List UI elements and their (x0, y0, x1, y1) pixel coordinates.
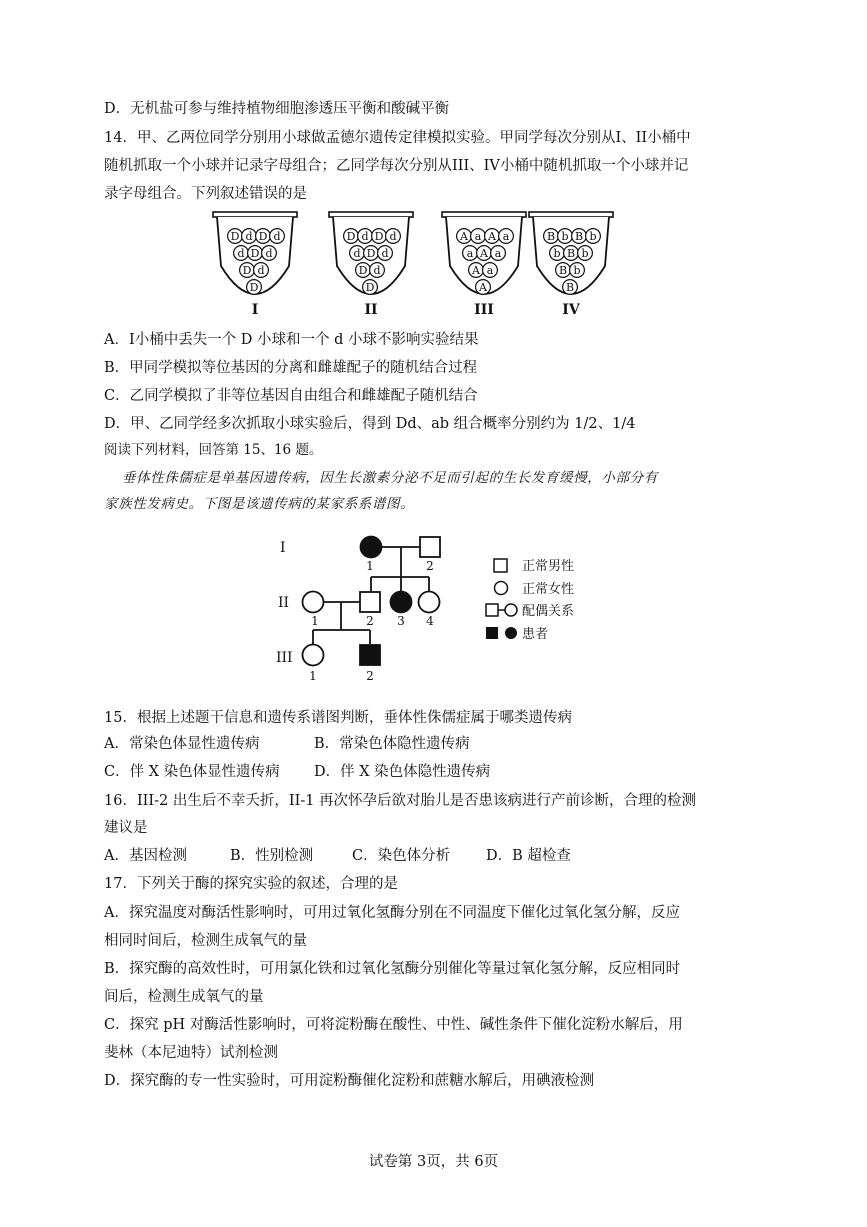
svg-text:b: b (581, 247, 589, 260)
ball (469, 263, 484, 278)
ball (558, 229, 573, 244)
ball (270, 229, 285, 244)
ball (240, 263, 255, 278)
ball (563, 280, 578, 295)
pedigree-number: 1 (311, 614, 319, 628)
ball (242, 229, 257, 244)
legend-female-circle (495, 582, 508, 595)
svg-text:a: a (486, 264, 494, 277)
svg-text:D: D (365, 281, 375, 294)
legend-normal-male: 正常男性 (522, 559, 575, 574)
ball (485, 229, 500, 244)
q16-option-d: D．B 超检查 (486, 848, 571, 864)
q15-options-row-1 (104, 734, 470, 754)
ball (386, 229, 401, 244)
legend-spouse-square (486, 604, 498, 616)
q16-stem-line-1: 16．III-2 出生后不幸夭折，II-1 再次怀孕后欲对胎儿是否患该病进行产前诊断，合理的检测 (104, 793, 697, 809)
q17-option-a-line-1: A．探究温度对酶活性影响时，可用过氧化氢酶分别在不同温度下催化过氧化氢分解，反应 (104, 905, 680, 921)
svg-text:b: b (561, 230, 569, 243)
bucket-3 (442, 212, 526, 318)
pedigree-number: 1 (366, 559, 374, 573)
ball (578, 246, 593, 261)
bucket-rim (529, 212, 613, 217)
ball (457, 229, 472, 244)
ball (228, 229, 243, 244)
ball (570, 263, 585, 278)
svg-text:d: d (237, 247, 245, 260)
pedigree-number: 2 (426, 559, 434, 573)
q17-option-c-line-1: C．探究 pH 对酶活性影响时，可将淀粉酶在酸性、中性、碱性条件下催化淀粉水解后，用 (104, 1017, 683, 1033)
bucket-rim (213, 212, 297, 217)
bucket-label: I (251, 302, 259, 318)
legend-spouse: 配偶关系 (522, 604, 575, 619)
svg-text:d: d (353, 247, 361, 260)
q14-option-a: A．I小桶中丢失一个 D 小球和一个 d 小球不影响实验结果 (104, 332, 479, 348)
q16-option-c: C．染色体分析 (352, 848, 451, 864)
ball (363, 280, 378, 295)
svg-text:A: A (488, 230, 496, 243)
svg-text:b: b (589, 230, 597, 243)
svg-text:D: D (358, 264, 368, 277)
ball (476, 280, 491, 295)
q15-stem: 15．根据上述题干信息和遗传系谱图判断，垂体性侏儒症属于哪类遗传病 (104, 710, 572, 726)
legend-normal-female: 正常女性 (522, 582, 575, 597)
svg-text:B: B (574, 230, 584, 243)
svg-text:a: a (466, 247, 474, 260)
q16-option-b: B．性别检测 (230, 848, 314, 864)
legend-spouse-circle (505, 604, 517, 616)
bucket-4 (529, 212, 613, 318)
svg-text:D: D (258, 230, 268, 243)
svg-text:B: B (558, 264, 568, 277)
q17-option-b-line-1: B．探究酶的高效性时，可用氯化铁和过氧化氢酶分别催化等量过氧化氢分解，反应相同时 (104, 961, 681, 977)
q17-option-c-line-2: 斐林（本尼迪特）试剂检测 (104, 1045, 278, 1061)
svg-text:d: d (389, 230, 397, 243)
svg-text:a: a (494, 247, 502, 260)
q15-option-a: A．常染色体显性遗传病 (104, 736, 260, 752)
q15-option-c: C．伴 X 染色体显性遗传病 (104, 764, 280, 780)
svg-text:d: d (265, 247, 273, 260)
pedigree-i2-normal-male (420, 537, 440, 557)
q16-options-row (104, 846, 571, 866)
ball (499, 229, 514, 244)
material-line-1: 垂体性侏儒症是单基因遗传病，因生长激素分泌不足而引起的生长发育缓慢，小部分有 (122, 470, 658, 486)
q15-options-row-2 (104, 762, 490, 782)
svg-text:d: d (245, 230, 253, 243)
ball (358, 229, 373, 244)
q13-option-d: D．无机盐可参与维持植物细胞渗透压平衡和酸碱平衡 (104, 101, 450, 117)
generation-label-i: I (280, 540, 286, 556)
q14-option-d: D．甲、乙同学经多次抓取小球实验后，得到 Dd、ab 组合概率分别约为 1/2、1/4 (104, 416, 636, 432)
svg-text:D: D (366, 247, 376, 260)
generation-label-iii: III (276, 650, 293, 666)
pedigree-number: 1 (309, 669, 317, 683)
svg-text:B: B (546, 230, 556, 243)
svg-text:d: d (361, 230, 369, 243)
generation-label-ii: II (278, 595, 290, 611)
ball (556, 263, 571, 278)
pedigree-number: 2 (366, 614, 374, 628)
bucket-diagram (0, 0, 867, 330)
legend-male-square (494, 559, 507, 572)
ball (370, 263, 385, 278)
ball (564, 246, 579, 261)
page-footer: 试卷第 3页，共 6页 (368, 1154, 499, 1170)
svg-text:D: D (346, 230, 356, 243)
svg-text:D: D (230, 230, 240, 243)
q14-stem-line-2: 随机抓取一个小球并记录字母组合；乙同学每次分别从III、IV小桶中随机抓取一个小球并记 (104, 158, 689, 174)
svg-text:a: a (502, 230, 510, 243)
ball (234, 246, 249, 261)
svg-text:D: D (374, 230, 384, 243)
svg-text:d: d (381, 247, 389, 260)
svg-text:A: A (472, 264, 480, 277)
ball (471, 229, 486, 244)
ball (254, 263, 269, 278)
svg-text:b: b (553, 247, 561, 260)
pedigree-number: 4 (426, 614, 434, 628)
svg-text:A: A (480, 247, 488, 260)
material-line-2: 家族性发病史。下图是该遗传病的某家系系谱图。 (104, 496, 415, 512)
legend-patient-circle (505, 627, 517, 639)
ball (378, 246, 393, 261)
ball (248, 246, 263, 261)
bucket-label: IV (562, 302, 580, 318)
svg-text:B: B (566, 247, 576, 260)
pedigree-chart (0, 520, 867, 690)
ball (247, 280, 262, 295)
pedigree-ii3-affected-female (391, 592, 412, 613)
ball (491, 246, 506, 261)
svg-text:d: d (373, 264, 381, 277)
svg-text:b: b (573, 264, 581, 277)
ball (350, 246, 365, 261)
svg-text:d: d (257, 264, 265, 277)
bucket-2 (329, 212, 413, 318)
ball (477, 246, 492, 261)
svg-text:a: a (474, 230, 482, 243)
ball (550, 246, 565, 261)
q14-stem-line-1: 14．甲、乙两位同学分别用小球做孟德尔遗传定律模拟实验。甲同学每次分别从I、II小桶中 (104, 130, 691, 146)
ball (586, 229, 601, 244)
q16-option-a: A．基因检测 (104, 848, 187, 864)
pedigree-ii1-normal-female (303, 592, 324, 613)
ball (372, 229, 387, 244)
ball (483, 263, 498, 278)
ball (256, 229, 271, 244)
ball (262, 246, 277, 261)
q17-option-a-line-2: 相同时间后，检测生成氧气的量 (104, 933, 307, 949)
q17-option-b-line-2: 间后，检测生成氧气的量 (104, 989, 264, 1005)
ball (572, 229, 587, 244)
q17-stem: 17．下列关于酶的探究实验的叙述，合理的是 (104, 876, 398, 892)
q17-option-d: D．探究酶的专一性实验时，可用淀粉酶催化淀粉和蔗糖水解后，用碘液检测 (104, 1073, 595, 1089)
legend-patient: 患者 (522, 627, 549, 642)
pedigree-ii4-normal-female (419, 592, 440, 613)
bucket-1 (213, 212, 297, 318)
svg-text:A: A (479, 281, 487, 294)
ball (463, 246, 478, 261)
svg-text:A: A (460, 230, 468, 243)
pedigree-iii2-affected-male (360, 645, 380, 665)
svg-text:D: D (242, 264, 252, 277)
q14-stem-line-3: 录字母组合。下列叙述错误的是 (104, 186, 307, 202)
ball (344, 229, 359, 244)
q16-stem-line-2: 建议是 (104, 820, 148, 836)
bucket-rim (442, 212, 526, 217)
bucket-rim (329, 212, 413, 217)
ball (356, 263, 371, 278)
legend-patient-square (486, 627, 498, 639)
reading-intro: 阅读下列材料，回答第 15、16 题。 (104, 442, 323, 458)
svg-text:D: D (250, 247, 260, 260)
ball (364, 246, 379, 261)
svg-text:D: D (249, 281, 259, 294)
pedigree-number: 3 (397, 614, 405, 628)
q15-option-b: B．常染色体隐性遗传病 (314, 736, 470, 752)
svg-text:B: B (565, 281, 575, 294)
q15-option-d: D．伴 X 染色体隐性遗传病 (314, 764, 491, 780)
pedigree-iii1-normal-female (303, 645, 324, 666)
bucket-label: II (364, 302, 378, 318)
svg-text:d: d (273, 230, 281, 243)
pedigree-ii2-normal-male (360, 592, 380, 612)
q14-option-b: B．甲同学模拟等位基因的分离和雌雄配子的随机结合过程 (104, 360, 478, 376)
q14-option-c: C．乙同学模拟了非等位基因自由组合和雌雄配子随机结合 (104, 388, 478, 404)
bucket-label: III (474, 302, 494, 318)
pedigree-i1-affected-female (361, 537, 382, 558)
pedigree-number: 2 (366, 669, 374, 683)
ball (544, 229, 559, 244)
